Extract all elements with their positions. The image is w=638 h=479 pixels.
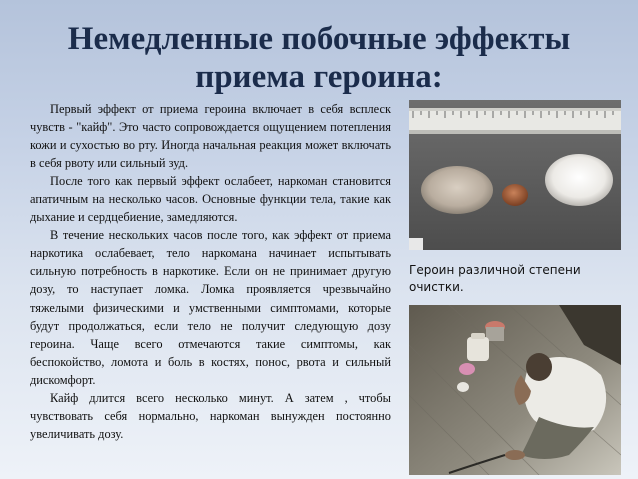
slide-title-line-2: приема героина: <box>195 59 443 95</box>
heroin-samples-photo <box>409 100 621 250</box>
photo-caption: Героин различной степени очистки. <box>409 263 581 294</box>
body-text <box>30 100 391 443</box>
withdrawal-photo <box>409 305 621 475</box>
paragraph-4: Кайф длится всего несколько минут. А затем , чтобы чувствовать себя нормально, наркоман вынужден постоянно увеличивать дозу. <box>30 390 391 441</box>
paragraph-1: Первый эффект от приема героина включает в себя всплеск чувств - "кайф". Это часто сопровождается ощущением потепления кожи и сухостью во рту. Иногда начальная реакция может включать в себя рвоту или сильный зуд. <box>30 102 391 171</box>
paragraph-3: В течение нескольких часов после того, как эффект от приема наркотика ослабевает, тело наркомана начинает испытывать сильную потребность в наркотике. Если он не принимает другую дозу, то наступает ломка. Ломка проявляется чрезвычайно тяжелыми физическими и умственными симптомами, которые будут продолжаться, если тело не получит следующую дозу героина. Чаще всего отмечаются такие симптомы, как беспокойство, ломота и боль в костях, понос, рвота и сильный дискомфорт. <box>30 228 391 387</box>
paragraph-2: После того как первый эффект ослабеет, наркоман становится апатичным на несколько часов. Основные функции тела, такие как дыхание и сердцебиение, замедляются. <box>30 174 391 225</box>
slide-title <box>0 20 638 96</box>
slide-title-line-1: Немедленные побочные эффекты <box>67 21 571 57</box>
